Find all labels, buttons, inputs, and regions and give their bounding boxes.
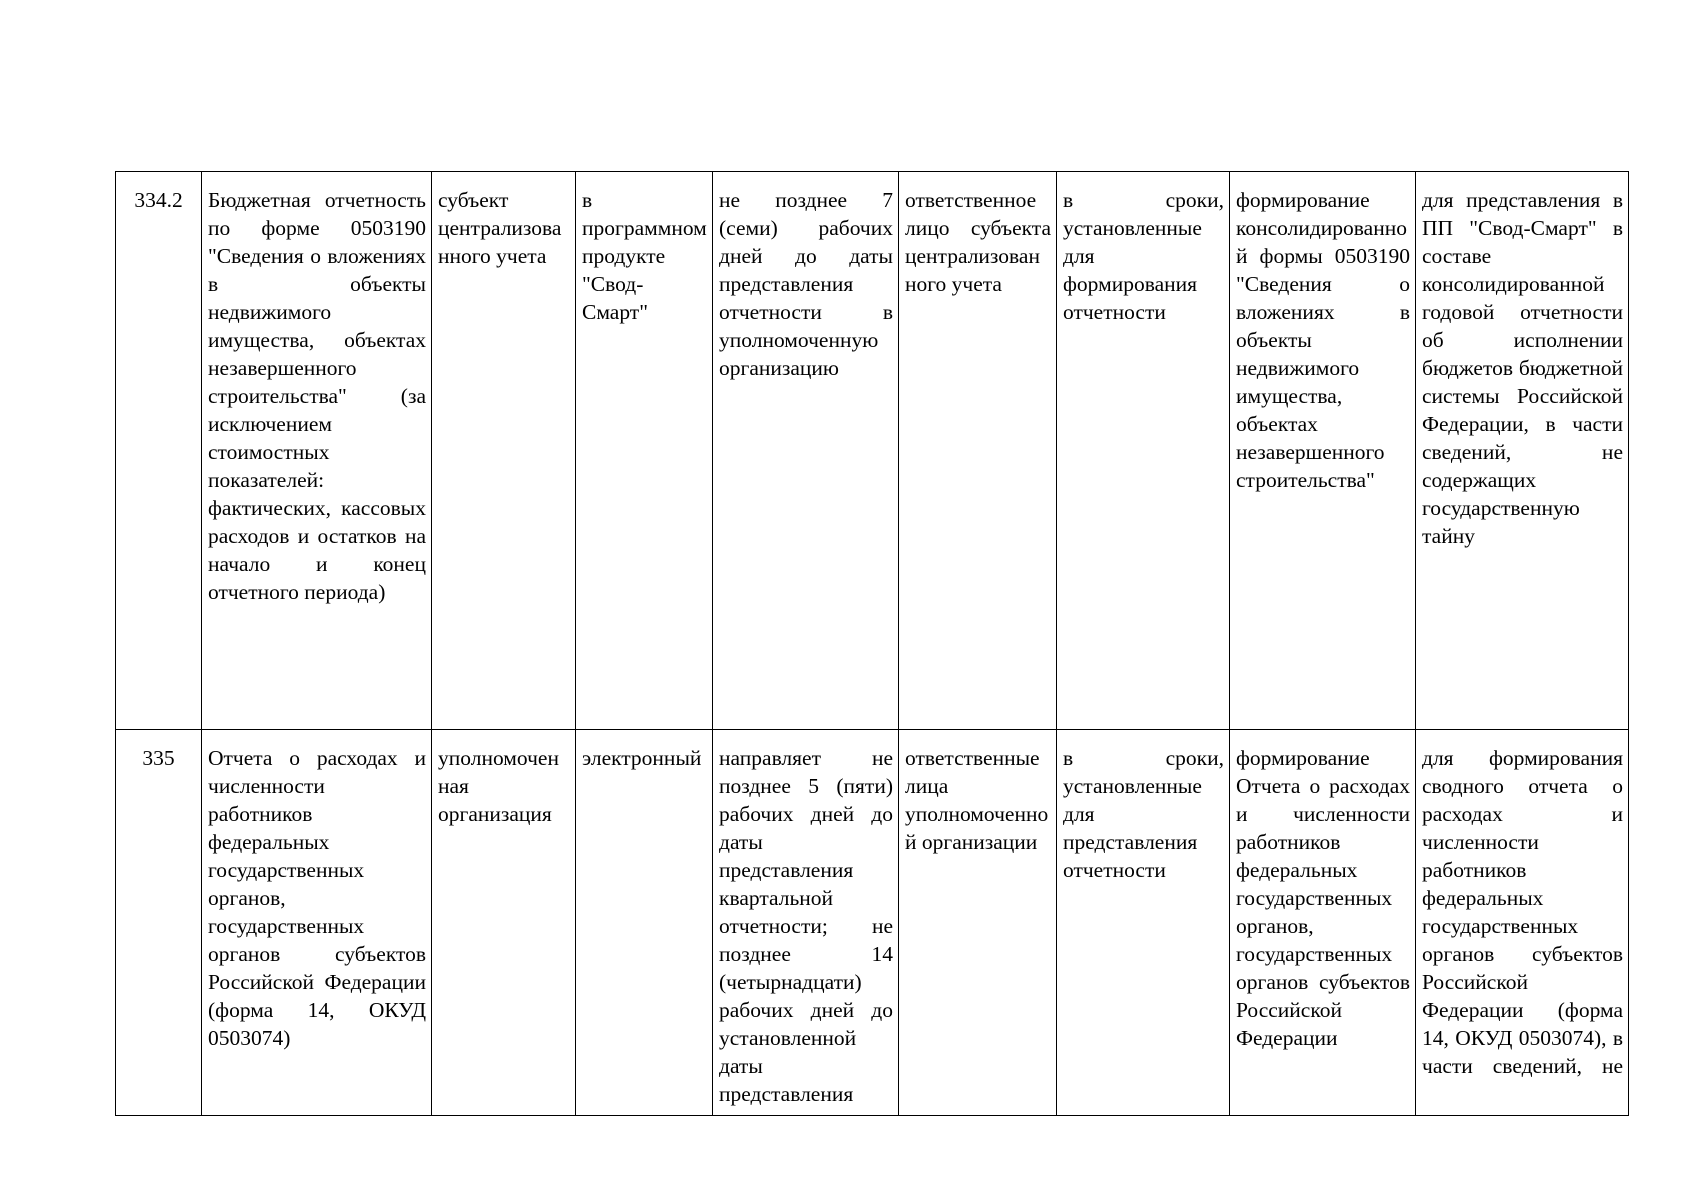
cell-responsible-person: ответственные лица уполномоченной организации <box>899 730 1057 1116</box>
cell-purpose: для представления в ПП "Свод-Смарт" в составе консолидированной годовой отчетности об исполнении бюджетов бюджетной системы Российской Федерации, в части сведений, не содержащих государственную тайну <box>1416 172 1629 730</box>
table-row <box>116 172 1629 730</box>
cell-responsible-person: ответственное лицо субъекта централизованного учета <box>899 172 1057 730</box>
cell-deadline: не позднее 7 (семи) рабочих дней до даты представления отчетности в уполномоченную организацию <box>713 172 899 730</box>
cell-periodicity: в сроки, установленные для представления отчетности <box>1057 730 1230 1116</box>
table-row <box>116 730 1629 1116</box>
cell-purpose: для формирования сводного отчета о расходах и численности работников федеральных государственных органов субъектов Российской Федерации (форма 14, ОКУД 0503074), в части сведений, не <box>1416 730 1629 1116</box>
cell-submission-form: электронный <box>576 730 713 1116</box>
cell-report-name: Бюджетная отчетность по форме 0503190 "Сведения о вложениях в объекты недвижимого имущества, объектах незавершенного строительства" (за исключением стоимостных показателей: фактических, кассовых расходов и остатков на начало и конец отчетного периода) <box>202 172 432 730</box>
cell-deadline: направляет не позднее 5 (пяти) рабочих дней до даты представления квартальной отчетности; не позднее 14 (четырнадцати) рабочих дней до установленной даты представления <box>713 730 899 1116</box>
cell-periodicity: в сроки, установленные для формирования отчетности <box>1057 172 1230 730</box>
cell-responsible-entity: уполномоченная организация <box>432 730 576 1116</box>
cell-responsible-entity: субъект централизованного учета <box>432 172 576 730</box>
cell-action: формирование консолидированной формы 0503190 "Сведения о вложениях в объекты недвижимого имущества, объектах незавершенного строительства" <box>1230 172 1416 730</box>
cell-submission-form: в программном продукте "Свод-Смарт" <box>576 172 713 730</box>
document-table <box>115 171 1629 1116</box>
cell-report-name: Отчета о расходах и численности работников федеральных государственных органов, государственных органов субъектов Российской Федерации (форма 14, ОКУД 0503074) <box>202 730 432 1116</box>
row-number: 335 <box>116 730 202 1116</box>
row-number: 334.2 <box>116 172 202 730</box>
cell-action: формирование Отчета о расходах и численности работников федеральных государственных органов, государственных органов субъектов Российской Федерации <box>1230 730 1416 1116</box>
